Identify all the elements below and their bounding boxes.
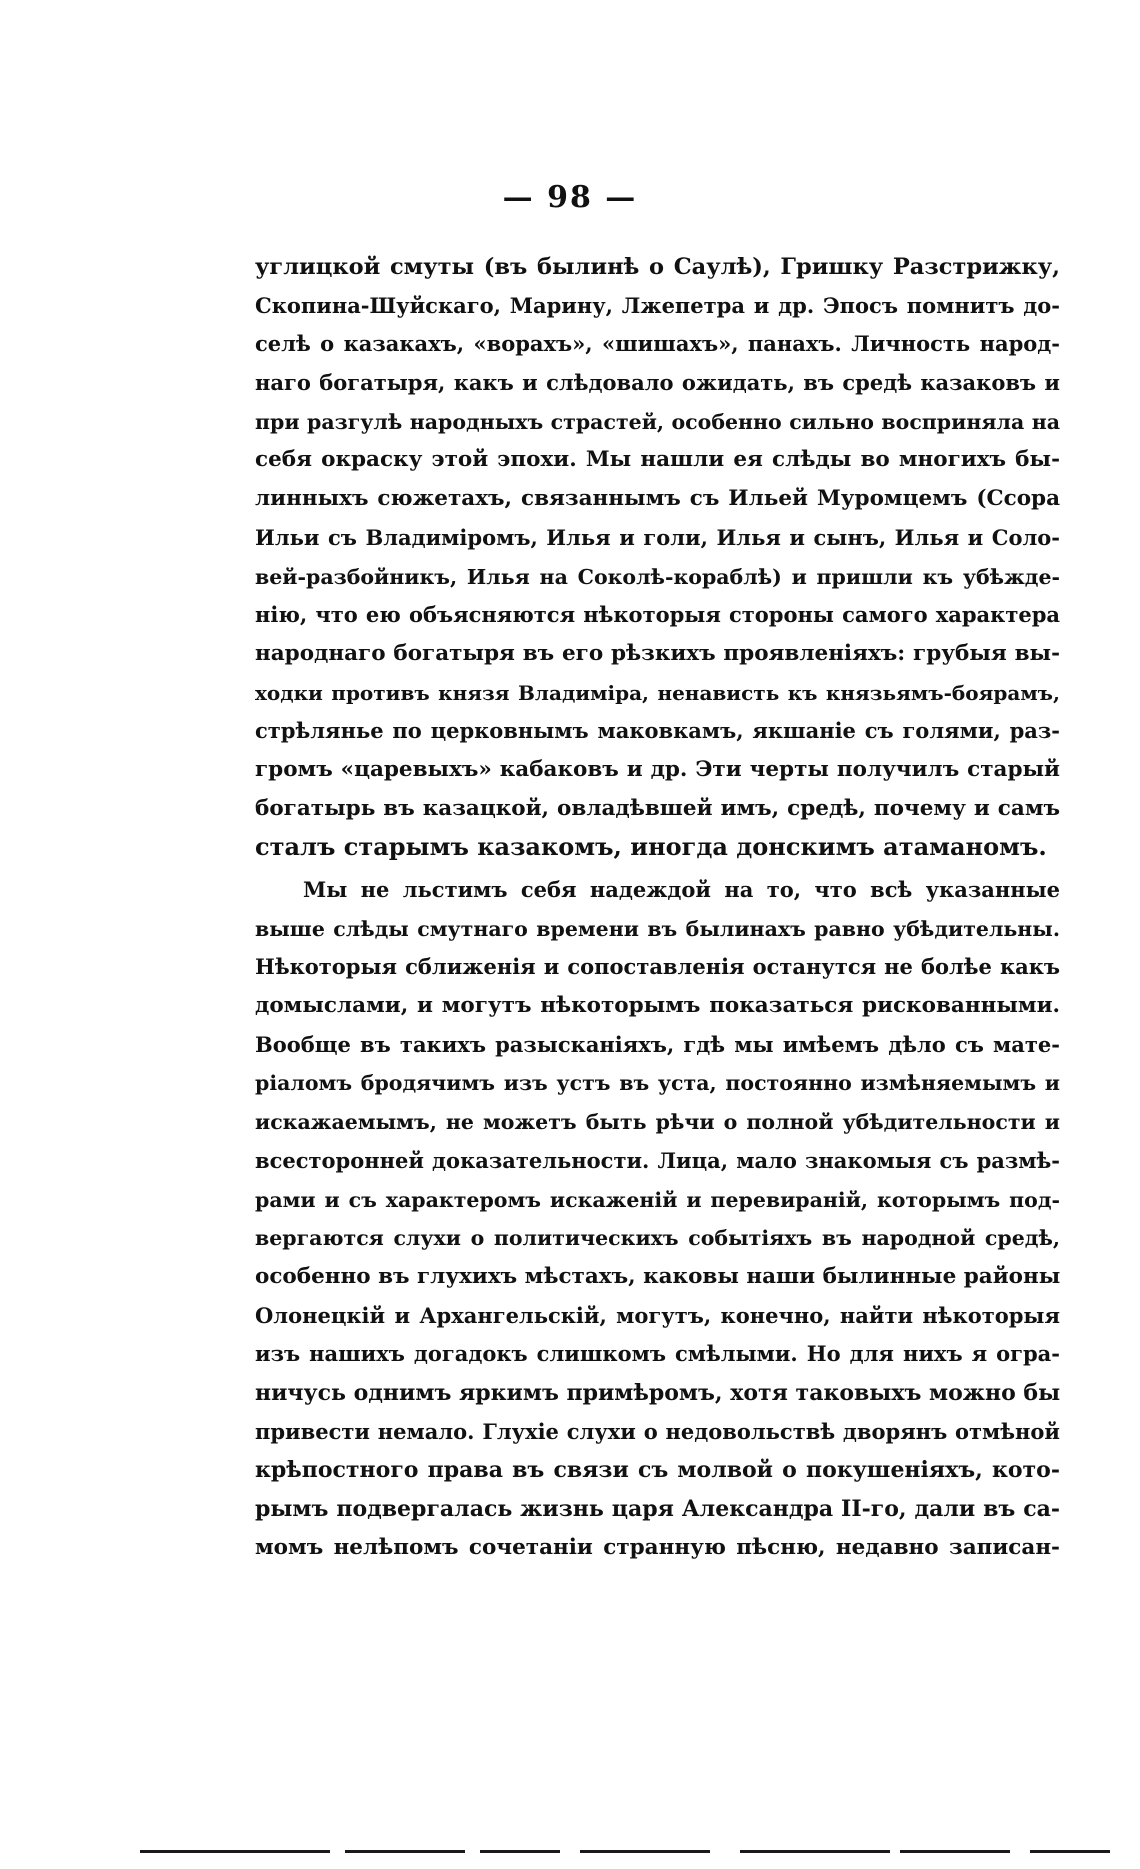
text-line: себя окраску этой эпохи. Мы нашли ея слѣды во многихъ бы-: [255, 447, 1060, 473]
text-line: ходки противъ князя Владиміра, ненависть къ князьямъ-боярамъ,: [255, 680, 1060, 705]
text-line: выше слѣды смутнаго времени въ былинахъ равно убѣдительны.: [255, 916, 1060, 941]
text-line: Нѣкоторыя сближенія и сопоставленія останутся не болѣе какъ: [255, 954, 1060, 980]
text-line: селѣ о казакахъ, «ворахъ», «шишахъ», панахъ. Личность народ-: [255, 331, 1060, 357]
text-line: крѣпостного права въ связи съ молвой о покушеніяхъ, кото-: [255, 1457, 1060, 1484]
paragraph-2: [255, 871, 1060, 1567]
text-line: Олонецкій и Архангельскій, могутъ, конечно, найти нѣкоторыя: [255, 1302, 1060, 1328]
text-line: сталъ старымъ казакомъ, иногда донскимъ атаманомъ.: [255, 832, 1047, 862]
text-line: богатырь въ казацкой, овладѣвшей имъ, средѣ, почему и самъ: [255, 795, 1060, 821]
text-line: момъ нелѣпомъ сочетаніи странную пѣсню, недавно записан-: [255, 1534, 1060, 1560]
text-line: Ильи съ Владиміромъ, Илья и голи, Илья и сынъ, Илья и Соло-: [255, 524, 1060, 550]
text-line: ничусь однимъ яркимъ примѣромъ, хотя таковыхъ можно бы: [255, 1379, 1061, 1406]
text-line: ріаломъ бродячимъ изъ устъ въ уста, постоянно измѣняемымъ и: [255, 1071, 1060, 1096]
text-line: привести немало. Глухіе слухи о недовольствѣ дворянъ отмѣной: [255, 1418, 1060, 1444]
text-line: народнаго богатыря въ его рѣзкихъ проявленіяхъ: грубыя вы-: [255, 640, 1060, 666]
text-line: всесторонней доказательности. Лица, мало знакомыя съ размѣ-: [255, 1147, 1060, 1173]
text-line: нію, что ею объясняются нѣкоторыя стороны самого характера: [255, 602, 1060, 628]
text-line: при разгулѣ народныхъ страстей, особенно сильно восприняла на: [255, 409, 1060, 434]
text-line: стрѣлянье по церковнымъ маковкамъ, якшаніе съ голями, раз-: [255, 718, 1060, 744]
bottom-scan-rule: [140, 1850, 1120, 1853]
text-line: громъ «царевыхъ» кабаковъ и др. Эти черты получилъ старый: [255, 756, 1060, 782]
text-line: Мы не льстимъ себя надеждой на то, что всѣ указанные: [303, 877, 1060, 902]
page-number: — 98 —: [502, 180, 638, 215]
text-line: рымъ подвергалась жизнь царя Александра II-го, дали въ са-: [255, 1496, 1060, 1522]
text-line: вей-разбойникъ, Илья на Соколѣ-кораблѣ) и пришли къ убѣжде-: [255, 564, 1060, 589]
body-text: [255, 248, 1060, 1567]
text-line: рами и съ характеромъ искаженій и перевираній, которымъ под-: [255, 1187, 1060, 1212]
text-line: домыслами, и могутъ нѣкоторымъ показаться рискованными.: [255, 993, 1060, 1019]
text-line: вергаются слухи о политическихъ событіяхъ въ народной средѣ,: [255, 1226, 1060, 1251]
paragraph-1: [255, 248, 1060, 867]
text-line: Скопина-Шуйскаго, Марину, Лжепетра и др. Эпосъ помнитъ до-: [255, 292, 1060, 318]
text-line: искажаемымъ, не можетъ быть рѣчи о полной убѣдительности и: [255, 1110, 1060, 1135]
text-line: линныхъ сюжетахъ, связаннымъ съ Ильей Муромцемъ (Ссора: [255, 486, 1060, 512]
text-line: изъ нашихъ догадокъ слишкомъ смѣлыми. Но для нихъ я огра-: [255, 1341, 1060, 1367]
text-line: наго богатыря, какъ и слѣдовало ожидать, въ средѣ казаковъ и: [255, 370, 1060, 396]
text-line: углицкой смуты (въ былинѣ о Саулѣ), Гришку Разстрижку,: [255, 254, 1060, 280]
text-line: Вообще въ такихъ разысканіяхъ, гдѣ мы имѣемъ дѣло съ мате-: [255, 1031, 1060, 1057]
text-line: особенно въ глухихъ мѣстахъ, каковы наши былинные районы: [255, 1263, 1061, 1289]
